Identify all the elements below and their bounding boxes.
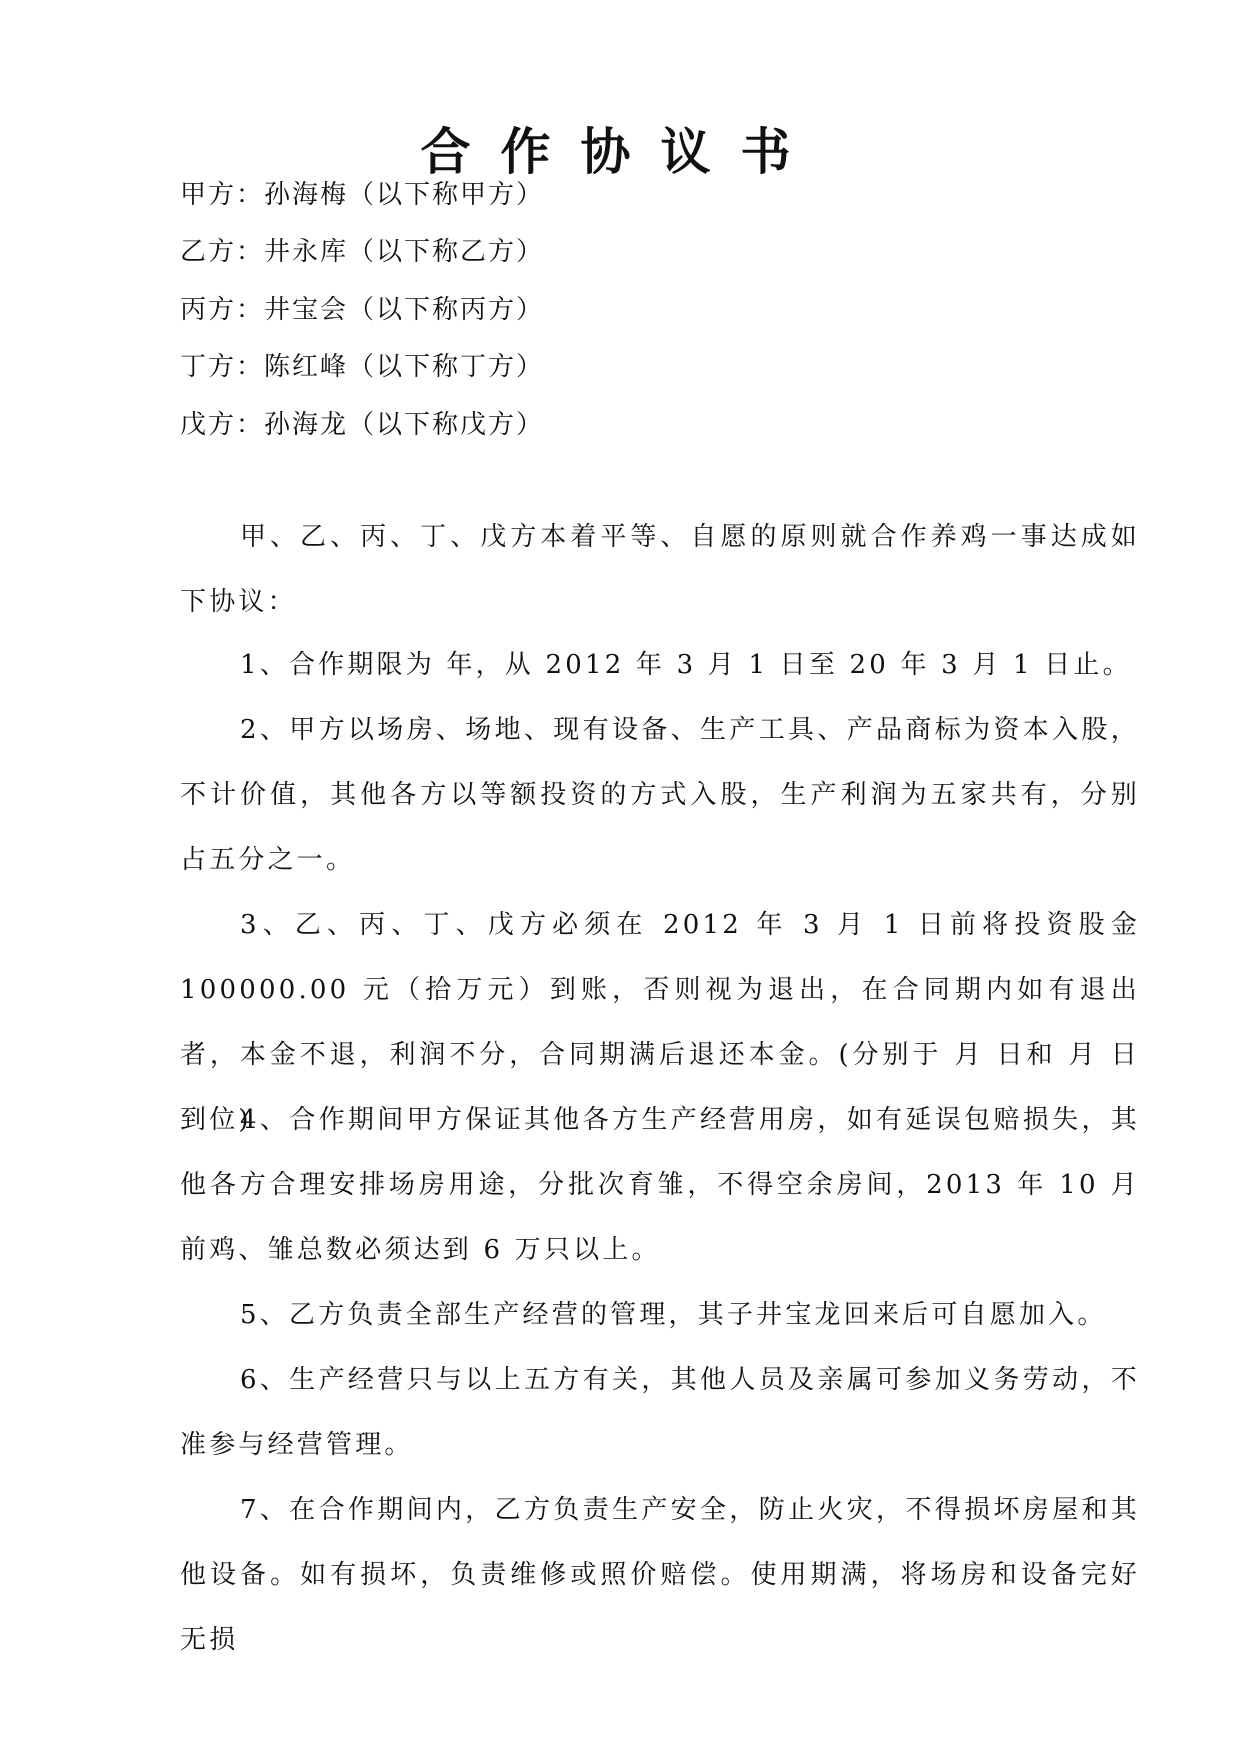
clause-7: 7、在合作期间内，乙方负责生产安全，防止火灾，不得损坏房屋和其他设备。如有损坏，负责维修或照价赔偿。使用期满，将场房和设备完好无损 <box>180 1495 1140 1655</box>
party-ding: 丁方：陈红峰（以下称丁方） <box>180 352 545 382</box>
party-yi: 乙方：井永库（以下称乙方） <box>180 237 545 267</box>
document-title: 合作协议书 <box>420 123 821 181</box>
clause-6: 6、生产经营只与以上五方有关，其他人员及亲属可参加义务劳动，不准参与经营管理。 <box>180 1365 1140 1460</box>
clause-2: 2、甲方以场房、场地、现有设备、生产工具、产品商标为资本入股，不计价值，其他各方以等额投资的方式入股，生产利润为五家共有，分别占五分之一。 <box>180 715 1140 875</box>
preamble-paragraph: 甲、乙、丙、丁、戊方本着平等、自愿的原则就合作养鸡一事达成如下协议： <box>180 522 1140 617</box>
clause-1: 1、合作期限为 年，从 2012 年 3 月 1 日至 20 年 3 月 1 日止。 <box>240 650 1132 680</box>
party-wu: 戊方：孙海龙（以下称戊方） <box>180 410 545 440</box>
clause-5: 5、乙方负责全部生产经营的管理，其子井宝龙回来后可自愿加入。 <box>240 1300 1107 1330</box>
party-bing: 丙方：井宝会（以下称丙方） <box>180 295 545 325</box>
clause-4: 4、合作期间甲方保证其他各方生产经营用房，如有延误包赔损失，其他各方合理安排场房用途，分批次育雏，不得空余房间，2013 年 10 月前鸡、雏总数必须达到 6 万只以上。 <box>180 1105 1140 1265</box>
clause-3: 3、乙、丙、丁、戊方必须在 2012 年 3 月 1 日前将投资股金 100000.00 元（拾万元）到账，否则视为退出，在合同期内如有退出者，本金不退，利润不分，合同期满后退还本金。(分别于 月 日和 月 日到位) <box>180 910 1140 1135</box>
party-jia: 甲方：孙海梅（以下称甲方） <box>180 180 545 210</box>
